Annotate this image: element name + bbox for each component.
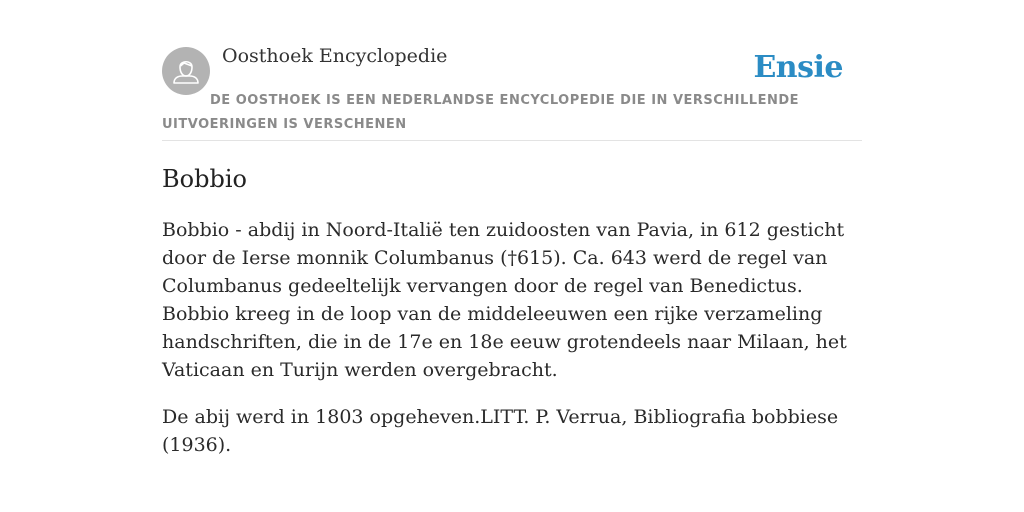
article-paragraph: Bobbio - abdij in Noord-Italië ten zuidoosten van Pavia, in 612 gesticht door de Ierse monnik Columbanus (†615). Ca. 643 werd de regel van Columbanus gedeeltelijk vervangen door de regel van Benedictus. Bobbio kreeg in de loop van de middeleeuwen een rijke verzameling handschriften, die in de 17e en 18e eeuw grotendeels naar Milaan, het Vaticaan en Turijn werden overgebracht. <box>162 219 847 381</box>
article <box>162 160 872 459</box>
user-icon <box>162 47 210 95</box>
source-header <box>162 0 862 141</box>
avatar[interactable] <box>162 47 210 95</box>
brand-logo[interactable]: Ensie <box>753 50 843 85</box>
page-title: Bobbio <box>162 165 247 193</box>
source-tagline: DE OOSTHOEK IS EEN NEDERLANDSE ENCYCLOPEDIE DIE IN VERSCHILLENDE UITVOERINGEN IS VERSCHENEN <box>162 93 800 132</box>
article-paragraph: De abij werd in 1803 opgeheven.LITT. P. Verrua, Bibliografia bobbiese (1936). <box>162 406 839 456</box>
source-title[interactable]: Oosthoek Encyclopedie <box>222 45 448 67</box>
